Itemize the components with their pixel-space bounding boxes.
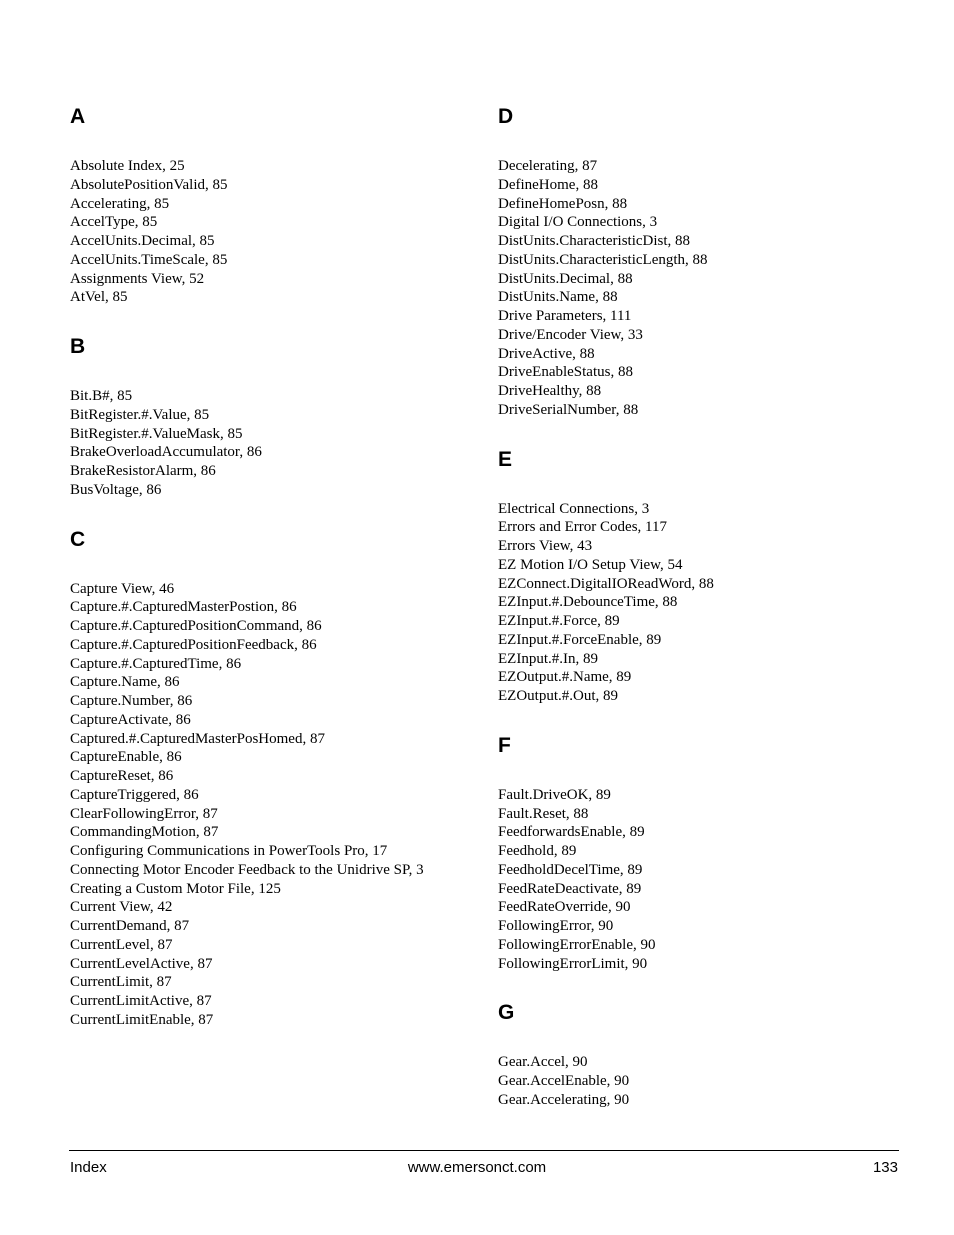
index-entry: Capture View, 46 [70,580,175,597]
index-entry: AbsolutePositionValid, 85 [70,176,228,193]
index-entry: FeedRateDeactivate, 89 [498,880,642,897]
index-entry: AccelType, 85 [70,214,158,231]
index-entry: AccelUnits.TimeScale, 85 [70,251,228,268]
index-entry: EZConnect.DigitalIOReadWord, 88 [498,575,714,592]
index-entry: FollowingErrorLimit, 90 [498,955,648,972]
index-entry: CaptureActivate, 86 [70,711,191,728]
index-section-e [498,447,918,706]
index-entry: Absolute Index, 25 [70,158,185,174]
index-entry: Decelerating, 87 [498,158,598,174]
index-entry: Configuring Communications in PowerTools Pro, 17 [70,843,388,859]
index-entry: DriveHealthy, 88 [498,383,602,399]
footer-website: www.emersonct.com [407,1159,547,1176]
index-entry-list [498,786,918,974]
index-entry: Errors View, 43 [498,538,593,554]
index-section-f [498,733,918,974]
index-entry-list [70,580,470,1030]
index-entry: DriveSerialNumber, 88 [498,401,639,418]
index-entry: DistUnits.CharacteristicDist, 88 [498,233,691,249]
index-entry: FeedRateOverride, 90 [498,899,631,916]
footer-page-number: 133 [872,1159,898,1176]
index-column-left [70,100,470,1057]
index-entry: Current View, 42 [70,899,173,916]
index-entry: CurrentLimitActive, 87 [70,993,212,1009]
index-entry: Drive Parameters, 111 [498,308,632,324]
index-entry: EZInput.#.In, 89 [498,650,598,667]
index-entry: Fault.DriveOK, 89 [498,786,611,803]
index-entry: Creating a Custom Motor File, 125 [70,880,281,897]
index-entry: Electrical Connections, 3 [498,500,650,517]
index-entry: CaptureReset, 86 [70,768,174,784]
index-entry: Feedhold, 89 [498,843,577,859]
index-entry: Accelerating, 85 [70,195,170,212]
index-entry: Errors and Error Codes, 117 [498,519,667,536]
index-entry: BitRegister.#.ValueMask, 85 [70,425,243,442]
footer-divider [69,1150,899,1151]
index-entry-list [498,500,918,706]
index-entry: CurrentLevel, 87 [70,936,173,953]
index-entry: Gear.AccelEnable, 90 [498,1073,630,1089]
index-entry: Fault.Reset, 88 [498,805,589,822]
index-entry: Gear.Accel, 90 [498,1054,588,1071]
index-entry: EZInput.#.ForceEnable, 89 [498,631,662,648]
index-entry-list [498,157,918,420]
index-entry: DriveEnableStatus, 88 [498,364,633,381]
index-entry-list [70,157,470,307]
section-letter-heading: E [498,447,513,471]
section-letter-heading: A [70,105,86,128]
index-entry: AccelUnits.Decimal, 85 [70,233,215,249]
index-entry: FeedholdDecelTime, 89 [498,861,643,878]
index-entry: Capture.#.CapturedPositionCommand, 86 [70,618,322,634]
index-entry: FollowingErrorEnable, 90 [498,936,656,953]
index-entry: DriveActive, 88 [498,345,595,362]
index-entry: Capture.Name, 86 [70,674,180,691]
index-entry: DistUnits.Name, 88 [498,289,618,306]
index-entry: EZOutput.#.Out, 89 [498,688,618,704]
index-section-d [498,104,918,420]
index-entry: CurrentLevelActive, 87 [70,955,213,972]
index-entry: ClearFollowingError, 87 [70,805,218,822]
index-entry: BusVoltage, 86 [70,481,162,498]
index-entry: CurrentLimit, 87 [70,974,172,991]
index-entry: Connecting Motor Encoder Feedback to the Unidrive SP, 3 [70,861,424,878]
index-entry: BitRegister.#.Value, 85 [70,406,210,423]
index-entry: CurrentDemand, 87 [70,918,190,934]
index-entry: Capture.Number, 86 [70,693,193,709]
index-entry-list [498,1053,918,1109]
index-section-c [70,527,470,1030]
index-entry: Gear.Accelerating, 90 [498,1091,630,1108]
index-section-g [498,1000,918,1109]
index-entry: DefineHome, 88 [498,176,598,193]
index-entry: Captured.#.CapturedMasterPosHomed, 87 [70,730,325,747]
index-entry: CaptureTriggered, 86 [70,786,199,803]
section-letter-heading: F [498,733,511,757]
footer-section-title: Index [70,1159,107,1176]
index-entry: EZ Motion I/O Setup View, 54 [498,556,683,573]
index-entry: Bit.B#, 85 [70,388,133,404]
index-entry: Drive/Encoder View, 33 [498,326,643,343]
index-entry: CommandingMotion, 87 [70,824,219,841]
index-entry: FeedforwardsEnable, 89 [498,824,645,841]
index-entry: Assignments View, 52 [70,270,205,287]
section-letter-heading: C [70,527,86,551]
index-column-right [498,100,918,1137]
index-entry: EZInput.#.DebounceTime, 88 [498,594,678,611]
index-entry: BrakeOverloadAccumulator, 86 [70,444,262,461]
section-letter-heading: B [70,335,86,358]
section-letter-heading: D [498,105,514,128]
index-entry: BrakeResistorAlarm, 86 [70,463,216,479]
index-entry: DefineHomePosn, 88 [498,195,628,212]
index-entry: CaptureEnable, 86 [70,749,182,766]
index-section-a [70,104,470,307]
index-entry: Digital I/O Connections, 3 [498,214,658,231]
index-entry: Capture.#.CapturedMasterPostion, 86 [70,599,297,616]
section-letter-heading: G [498,1001,515,1025]
index-entry: Capture.#.CapturedPositionFeedback, 86 [70,636,317,653]
index-entry: DistUnits.CharacteristicLength, 88 [498,251,708,268]
index-entry: CurrentLimitEnable, 87 [70,1011,214,1028]
index-entry: AtVel, 85 [70,289,128,306]
index-entry-list [70,387,470,500]
index-entry: Capture.#.CapturedTime, 86 [70,655,242,672]
index-entry: EZInput.#.Force, 89 [498,613,620,629]
index-entry: EZOutput.#.Name, 89 [498,669,632,686]
index-entry: FollowingError, 90 [498,918,614,934]
index-entry: DistUnits.Decimal, 88 [498,270,633,287]
index-section-b [70,334,470,500]
